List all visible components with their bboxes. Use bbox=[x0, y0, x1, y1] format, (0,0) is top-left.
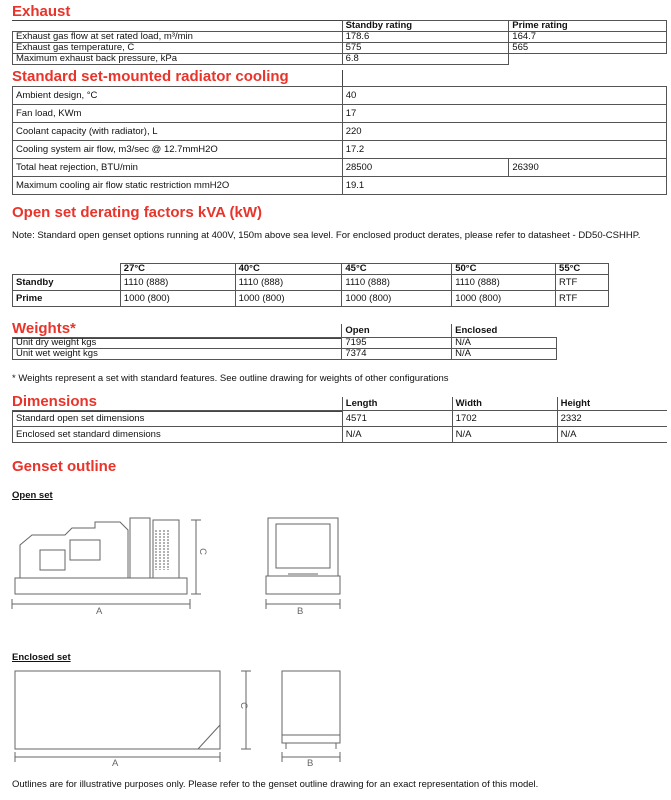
table-row bbox=[13, 141, 667, 159]
row-label: Total heat rejection, BTU/min bbox=[13, 159, 343, 177]
row-label: Ambient design, °C bbox=[13, 87, 343, 105]
table-header-row bbox=[13, 397, 668, 411]
standby-value: 178.6 bbox=[342, 32, 509, 43]
table-row bbox=[13, 411, 668, 427]
table-row bbox=[13, 54, 667, 65]
row-label: Maximum cooling air flow static restriction mmH2O bbox=[13, 177, 343, 195]
value: 1110 (888) bbox=[452, 275, 556, 291]
value: 220 bbox=[342, 123, 509, 141]
temp-header: 45°C bbox=[342, 264, 452, 275]
enclosed-set-side-drawing bbox=[10, 665, 255, 765]
row-label: Coolant capacity (with radiator), L bbox=[13, 123, 343, 141]
table-row bbox=[13, 338, 557, 349]
prime-value: 164.7 bbox=[509, 32, 667, 43]
table-row bbox=[13, 43, 667, 54]
value: 26390 bbox=[509, 159, 667, 177]
open-value: 7195 bbox=[342, 338, 452, 349]
exhaust-table bbox=[12, 20, 667, 65]
divider bbox=[342, 70, 343, 87]
open-value: 7374 bbox=[342, 349, 452, 360]
dim-a-label: A bbox=[112, 758, 119, 769]
row-label: Exhaust gas flow at set rated load, m³/min bbox=[13, 32, 343, 43]
value: 1000 (800) bbox=[235, 291, 342, 307]
table-header-row bbox=[13, 264, 609, 275]
value: 1110 (888) bbox=[342, 275, 452, 291]
value: 40 bbox=[342, 87, 509, 105]
row-label: Exhaust gas temperature, C bbox=[13, 43, 343, 54]
row-label: Enclosed set standard dimensions bbox=[13, 427, 343, 443]
value: 1110 (888) bbox=[235, 275, 342, 291]
col-prime: Prime rating bbox=[509, 21, 667, 32]
row-label: Prime bbox=[13, 291, 121, 307]
col-open: Open bbox=[342, 324, 452, 338]
value: RTF bbox=[556, 275, 609, 291]
value: 17.2 bbox=[342, 141, 509, 159]
derating-title: Open set derating factors kVA (kW) bbox=[12, 204, 263, 221]
dim-c-label: C bbox=[196, 548, 208, 555]
table-row bbox=[13, 349, 557, 360]
enclosed-set-end-drawing bbox=[276, 665, 346, 765]
row-label: Cooling system air flow, m3/sec @ 12.7mmH2O bbox=[13, 141, 343, 159]
dimensions-title: Dimensions bbox=[12, 393, 98, 410]
row-label: Standard open set dimensions bbox=[13, 411, 343, 427]
derating-table bbox=[12, 263, 609, 307]
enclosed-set-label: Enclosed set bbox=[12, 652, 71, 663]
value: 1000 (800) bbox=[452, 291, 556, 307]
open-set-side-drawing bbox=[10, 510, 220, 622]
value bbox=[509, 87, 667, 105]
row-label: Standby bbox=[13, 275, 121, 291]
temp-header: 27°C bbox=[120, 264, 235, 275]
table-row bbox=[13, 275, 609, 291]
temp-header: 55°C bbox=[556, 264, 609, 275]
value bbox=[509, 177, 667, 195]
prime-value: 565 bbox=[509, 43, 667, 54]
col-length: Length bbox=[342, 397, 452, 411]
table-header-row bbox=[13, 324, 557, 338]
row-label: Unit dry weight kgs bbox=[13, 338, 342, 349]
col-standby: Standby rating bbox=[342, 21, 509, 32]
outline-title: Genset outline bbox=[12, 458, 117, 475]
dim-b-label: B bbox=[297, 606, 304, 617]
dim-c-label: C bbox=[237, 702, 249, 709]
table-row bbox=[13, 105, 667, 123]
value: 1000 (800) bbox=[120, 291, 235, 307]
value: 19.1 bbox=[342, 177, 509, 195]
col-height: Height bbox=[557, 397, 667, 411]
value bbox=[509, 141, 667, 159]
table-row bbox=[13, 159, 667, 177]
height-value: 2332 bbox=[557, 411, 667, 427]
width-value: 1702 bbox=[452, 411, 557, 427]
length-value: N/A bbox=[342, 427, 452, 443]
exhaust-title: Exhaust bbox=[12, 3, 71, 20]
weights-title: Weights* bbox=[12, 320, 76, 337]
table-row bbox=[13, 32, 667, 43]
height-value: N/A bbox=[557, 427, 667, 443]
enclosed-value: N/A bbox=[452, 338, 557, 349]
table-row bbox=[13, 123, 667, 141]
value: 1110 (888) bbox=[120, 275, 235, 291]
outline-footer: Outlines are for illustrative purposes only. Please refer to the genset outline drawing for an exact representation of this model. bbox=[12, 779, 539, 790]
value: 17 bbox=[342, 105, 509, 123]
row-label: Unit wet weight kgs bbox=[13, 349, 342, 360]
width-value: N/A bbox=[452, 427, 557, 443]
cooling-title: Standard set-mounted radiator cooling bbox=[12, 68, 289, 85]
standby-value: 6.8 bbox=[342, 54, 509, 65]
value: RTF bbox=[556, 291, 609, 307]
weights-table bbox=[12, 324, 557, 360]
row-label: Fan load, KWm bbox=[13, 105, 343, 123]
enclosed-value: N/A bbox=[452, 349, 557, 360]
cooling-table bbox=[12, 86, 667, 195]
value: 1000 (800) bbox=[342, 291, 452, 307]
row-label: Maximum exhaust back pressure, kPa bbox=[13, 54, 343, 65]
value bbox=[509, 123, 667, 141]
table-row bbox=[13, 291, 609, 307]
prime-value bbox=[509, 54, 667, 65]
table-row bbox=[13, 87, 667, 105]
col-enclosed: Enclosed bbox=[452, 324, 557, 338]
temp-header: 50°C bbox=[452, 264, 556, 275]
table-row bbox=[13, 427, 668, 443]
col-width: Width bbox=[452, 397, 557, 411]
temp-header: 40°C bbox=[235, 264, 342, 275]
dim-b-label: B bbox=[307, 758, 314, 769]
table-header-row bbox=[13, 21, 667, 32]
value: 28500 bbox=[342, 159, 509, 177]
table-row bbox=[13, 177, 667, 195]
standby-value: 575 bbox=[342, 43, 509, 54]
length-value: 4571 bbox=[342, 411, 452, 427]
weights-footnote: * Weights represent a set with standard features. See outline drawing for weights of other configurations bbox=[12, 373, 449, 384]
dim-a-label: A bbox=[96, 606, 103, 617]
dimensions-table bbox=[12, 397, 667, 443]
derating-note: Note: Standard open genset options running at 400V, 150m above sea level. For enclosed product derates, please refer to datasheet - DD50-CSHHP. bbox=[12, 230, 641, 241]
open-set-label: Open set bbox=[12, 490, 53, 501]
value bbox=[509, 105, 667, 123]
